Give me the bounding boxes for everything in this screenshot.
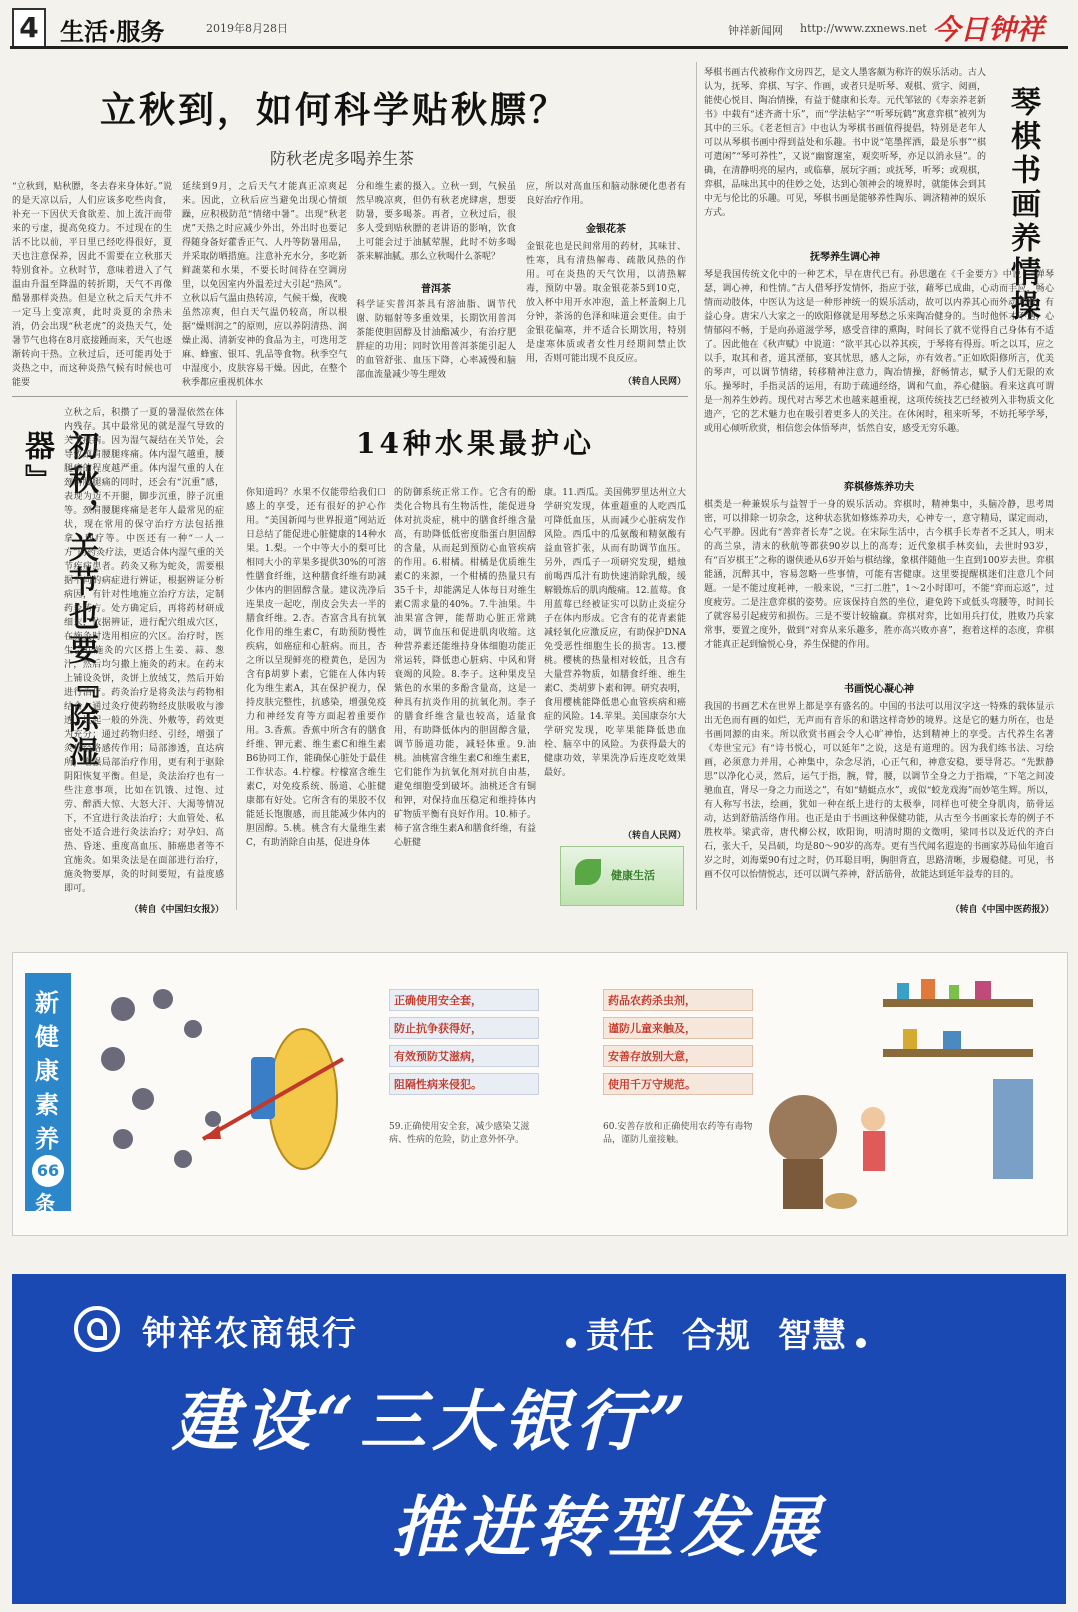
paper-logo: 今日钟祥 xyxy=(932,13,1045,46)
article-autumn-col4: 应，所以对高血压和脑动脉硬化患者有良好治疗作用。 xyxy=(526,182,686,206)
bank-ad xyxy=(12,1274,1066,1604)
title-char: 康 xyxy=(35,1056,59,1085)
title-char: 健 xyxy=(35,1022,59,1051)
ad-line-1: 建设“三大银行” xyxy=(172,1382,692,1460)
pu-er-tea-title: 普洱茶 xyxy=(421,284,451,295)
cabinet-illustration xyxy=(763,969,1059,1219)
article-fruits-credit: （转自人民网） xyxy=(622,831,686,841)
page-header xyxy=(10,8,1068,48)
issue-date: 2019年8月28日 xyxy=(206,22,288,35)
health-life-label: 健康生活 xyxy=(611,869,655,882)
health-banner-title xyxy=(25,973,71,1215)
article-fruits-col2: 的防御系统正常工作。它含有的酚类化合物具有生物活性，能促进身体对抗炎症，桃中的膳食纤维含量高，有助降低低密度脂蛋白胆固醇的含量，从而起到预防心血管疾病的作用。6.柑橘。柑橘是优质维生素C的来源，一个柑橘的热量只有35千卡，却能满足人体每日对维生素C需求量的40%。7.牛油果。牛油果富含钾，能帮助心脏正常跳动，调节血压和促进肌肉收缩。这种营养素还能维持身体细胞功能正常运转，降低患心脏病、中风和肾衰竭的风险。8.李子。这种果皮呈紫色的水果的多酚含量高，这是一种具有抗炎作用的抗氧化剂。李子的膳食纤维含量也较高，适量食用，有助降低体内的胆固醇含量，调节肠道功能，减轻体重。9.油桃。油桃富含维生素C和维生素E，它们能作为抗氧化剂对抗自由基，避免细胞受到破坏。油桃还含有铜和钾，对保持血压稳定和维持体内矿物质平衡有良好作用。10.柿子。柿子富含维生素A和膳食纤维，有益心脏健 xyxy=(394,488,536,848)
slogan-box-1 xyxy=(389,989,539,1101)
article-joints-body: 立秋之后，积攒了一夏的暑湿依然在体内残存。其中最常见的就是湿气导致的关节疾病。因为湿气凝结在关节处，会导致颈肩腰腿疼痛。体内湿气越重，腰腿痛的程度越严重。体内湿气重的人在颈肩腰腿痛的同时，还会有“沉重”感，表现为迈不开腿，脚步沉重，脖子沉重等。颈肩腰腿疼痛是老年人最常见的症状，现在常用的保守治疗方法包括推拿、理疗等。中医还有一种“一人一方”的药灸疗法，更适合体内湿气重的关节疾病患者。药灸又称为蛇灸，需要根据不同的病症进行辨证，根据辨证分析病因，有针对性地施立治疗方法，定制药灸药方。处方确定后，再将药材研成细末，依据辨证，进行配穴组成穴区，在施灸时选用相应的穴区。治疗时，医生会在施灸的穴区搭上生姜、蒜、葱汁，然后均匀撒上施灸的药末。在药末上铺设灸饼，灸饼上放绒艾，然后开始进行治疗。药灸治疗是将灸法与药物相结合，通过灸疗使药物经皮肤吸收与渗透，比起一般的外洗、外敷等，药效更为充分；通过药物归经、引经，增强了灸疗经络感传作用；局部渗透，直达病所，增强局部治疗作用，更有利于驱除阴阳恢复平衡。但是，灸法治疗也有一些注意事项，比如在饥饿、过饱、过劳、醉酒大惊、大怒大汗、大渴等情况下，不宜进行灸法治疗；大血管处、私密处不适合进行灸法治疗；对孕妇、高热、昏迷、重度高血压、肺癌患者等不宜施灸。如果灸法是在面部进行治疗，施灸物要厚，灸的时间要短，有益度感即可。 xyxy=(64,408,224,894)
health-banner xyxy=(12,952,1068,1236)
slogan-line: 防止抗争获得好， xyxy=(389,1017,539,1039)
article-arts-headline: 琴棋书画养情操 xyxy=(1005,86,1040,324)
bullet-dot xyxy=(856,1338,866,1348)
header-rule xyxy=(10,46,1068,49)
article-arts-calligraphy-title: 书画悦心凝心神 xyxy=(844,684,914,695)
slogan-line: 有效预防艾滋病， xyxy=(389,1045,539,1067)
leaf-icon xyxy=(575,859,601,885)
slogan-box-2 xyxy=(603,989,753,1101)
health-life-image xyxy=(560,846,684,906)
number-badge: 66 xyxy=(32,1155,64,1187)
article-fruits-col1: 你知道吗？水果不仅能带给我们口感上的享受，还有很好的护心作用。“美国新闻与世界报道”网站近日总结了能促进心脏健康的14种水果。1.梨。一个中等大小的梨可比相同大小的苹果多提供30%的可溶性膳食纤维，这种膳食纤维有助减少体内的胆固醇含量。建议洗净后连果皮一起吃，削皮会失去一半的膳食纤维。2.杏。杏富含具有抗氧化作用的维生素C，有助预防慢性疾病，如癌症和心脏病。而且，杏之所以呈现鲜亮的橙黄色，是因为含有β胡萝卜素，它能在人体内转化为维生素A，其在保护视力，保持皮肤完整性，抗感染，增强免疫力和神经发育等方面起着重要作用。3.香蕉。香蕉中所含有的膳食纤维、钾元素、维生素C和维生素B6协同工作，能确保心脏处于最佳工作状态。4.柠檬。柠檬富含维生素C，对免疫系统、肠道、心脏健康都有好处。它所含有的果胶不仅能延长饱腹感，而且能减少体内的胆固醇。5.桃。桃含有大量维生素C，有助消除自由基，促进身体 xyxy=(246,488,386,848)
article-autumn-col1: “立秋到，贴秋膘，冬去春来身体好。”说的是天凉以后，人们应该多吃些肉食，补充一下因伏天食欲差、加上流汗而带来的亏虚，提高免疫力。不过现在的生活不比以前，平日里已经吃得很好，夏天也注意保养，因此不需要在立秋那天特别食补。立秋时节，意味着进入了气温由升温至降温的转折期，天气不再像酷暑那样炎热。但是立秋之后天气并不一定马上变凉爽，此时炎夏的余热未消，仍会出现“秋老虎”的炎热天气，处暑节气也将在8月底接踵而来，天气也逐渐转向干热。立秋过后，还可能再处于炎热之中，而这种炎热气候有时候也可能要 xyxy=(12,182,172,388)
slogan-line: 药品农药杀虫剂， xyxy=(603,989,753,1011)
honeysuckle-tea-title: 金银花茶 xyxy=(586,224,626,235)
virus-fight-illustration xyxy=(83,969,379,1219)
bullet-dot xyxy=(566,1338,576,1348)
article-fruits-headline: 14种水果最护心 xyxy=(356,427,595,460)
bank-name: 钟祥农商银行 xyxy=(142,1314,358,1354)
value-wisdom: 智慧 xyxy=(778,1316,846,1356)
article-autumn-subhead: 防秋老虎多喝养生茶 xyxy=(270,149,415,168)
article-arts-qin-text: 琴是我国传统文化中的一种艺术，早在唐代已有。孙思邈在《千金要方》中说：“弹琴瑟，调心神，和性情。”古人借琴抒发情怀，指应于弦，藉琴已成曲，心动而手应，畅心情而动肢体，中医认为这是一种形神统一的娱乐活动，故可以内养其心而外动其形，有益心身。唐宋八大家之一的欧阳修就是用琴愁之乐来陶冶健身的。当时他怀才不遇，心情郁闷不畅，于是向孙道滋学琴，感受音律的熏陶，时间长了就不觉得自己身体有不适了。因此他在《秋声赋》中说道：“欲平其心以养其疾，于琴将有得焉。听之以耳，应之以手，取其和者，道其湮郁，宴其忧思，感人之际，亦有效者。”正如欧阳修所言，优美的琴声，可以调节情绪，转移精神注意力，陶冶情操，舒畅情志，赋予人们无限的欢乐。操琴时，手指灵活的运用，有助于疏通经络，调和气血，养心健脑。看来这真可谓是一剂养生妙药。现代对古琴艺术也越来越重视，这项传统技艺已经被列入非物质文化遗产，它的艺术魅力也在吸引着更多人的关注。在休闲时，租来听琴，不妨托琴学琴，或用心倾听欣赏，相信您会体悟琴声，恬然自安，感受无穷乐趣。 xyxy=(704,270,1054,434)
article-joints-headline: 初秋，关节也要『除湿器』 xyxy=(19,430,98,770)
article-autumn-col2: 延续到9月，之后天气才能真正凉爽起来。因此，立秋后应当避免出现心情烦躁，应积极防范“情绪中暑”。出现“秋老虎”天热之时应减少外出，外出时也要记得随身备好藿香正气、人丹等防暑用品，并采取防晒措施。注意补充水分，多吃新鲜蔬菜和水果，不要长时间待在空调房里，以免因室内外温差过大引起“热风”。立秋以后气温由热转凉，气候干燥，夜晚虽然凉爽，但白天气温仍较高，所以根据“燥则润之”的原则，应以养阴清热、润燥止渴、清新安神的食品为主，可选用芝麻、蜂蜜、银耳、乳品等食物。秋季空气中湿度小，皮肤容易干燥。因此，在整个秋季都应重视机体水 xyxy=(182,182,347,388)
divider-rule xyxy=(12,396,688,397)
site-url[interactable]: http://www.zxnews.net xyxy=(800,22,927,35)
article-arts-intro: 琴棋书画古代被称作文房四艺，是文人墨客颇为称许的娱乐活动。古人认为，抚琴、弈棋、写字、作画，或者只是听琴、观棋、赏字、阅画，能使心悦目、陶冶情操，有益于健康和长寿。元代邹铉的《寿亲养老新书》中载有“述齐斋十乐”，而“学法帖字”“听琴玩鹤”寓意弈棋”被列为其中的三乐。《老老恒言》中也认为琴棋书画值得提倡，特别是老年人可以从琴棋书画中得到益处和乐趣。书中说“笔墨挥洒，最是乐事”“棋可遣闲”“琴可养性”，又说“幽窗邃室，观奕听琴，亦足以消永昼”。的确，在清静明亮的屋内，或临摹，展玩字画；或抚琴，听琴；或观棋，弈棋，品味出其中的佳妙之处，达到心领神会的境界时，就能体会到其中无与伦比的乐趣。可见，琴棋书画是能够养性陶乐、调济精神的娱乐方式。 xyxy=(704,68,986,218)
article-arts-qin-title: 抚琴养生调心神 xyxy=(810,252,880,263)
value-compliance: 合规 xyxy=(682,1316,750,1356)
section-title: 生活·服务 xyxy=(60,17,165,46)
site-name: 钟祥新闻网 xyxy=(728,24,783,37)
article-joints-credit: （转自《中国妇女报》） xyxy=(129,905,224,915)
honeysuckle-tea-text: 金银花也是民间常用的药材，其味甘、性寒，具有清热解毒、疏散风热的作用。可在炎热的天气饮用，以清热解毒，预防中暑。取金银花茶5到10克，放入杯中用开水冲泡，盖上杯盖焖上几分钟，茶汤的色泽和味道会更佳。由于金银花偏寒，并不适合长期饮用，特别是虚寒体质或者女性月经期间禁止饮用，否则可能出现不良反应。 xyxy=(526,242,686,364)
article-arts-chess-text: 棋类是一种兼娱乐与益智于一身的娱乐活动。弈棋时，精神集中，头脑冷静，思考周密，可以排除一切杂念，这种状态犹如修炼养功夫，心神专一，意守精局，谋定而动，心气平静。因此有“善弈者长寿”之说。在宋际生活中，古今棋手长寿者不乏其人，明末的高兰泉，清末的秋航等都获90岁以上的高寿；近代象棋手林奕仙，去世时93岁，有“百岁棋王”之称的谢侠逊从6岁开始与棋结缘，象棋伴随他一生直到100岁去世。弈棋能涵，沉醉其中，容易忽略一些事情，可能有害健康。这里要提醒棋迷们注意几个问题。一是不能过度耗神，一般来说，“三打二胜”，1～2小时即可，不能“弈而忘返”，过度疲劳。二是注意弈棋的姿势。应该保持自然的坐位，避免跨下或低头弯腰等，时间长了就容易引起疲劳和损伤。三是不要计较输赢。弈棋对弈，比如用兵打仗，胜败乃兵家常事，要置之度外，做到“对弈从来乐趣多，胜亦高兴败亦喜”，抱着这样的态度，弈棋才能真正起到愉悦心身，养生保健的作用。 xyxy=(704,500,1054,650)
page-number: 4 xyxy=(12,8,46,48)
title-char: 素 xyxy=(35,1090,59,1119)
article-arts-calligraphy-text: 我国的书画艺术在世界上都是享有盛名的。中国的书法可以用汉字这一特殊的载体显示出无色而有画的如烂，无声而有音乐的和谐这样奇妙的境界。这是它的魅力所在，也是书画同源的由来。所以欣赏书画会令人心旷神怡，达到精神上的享受。古代养生名著《寿世宝元》有“诗书悦心，可以延年”之说，这是有道理的。因为我们练书法、习绘画，必须意力并用，心神集中，杂念尽消，心正气和，神意安稳，要导肾芯。“先默静思”以净化心灵，然后，运气于指，腕，臂，腰，以调节全身之力于指端，“下笔之间凌驰血直，肾尽一身之力而送之”，有如“蜻蜓点水”，或似“蛟龙戏海”而妙笔生辉。所以，有人称写书法，绘画，犹如一种在纸上进行的太极拳，同样也可使全身肌肉，筋骨运动，达到舒筋活络作用。也正是由于书画这种保健功能，从古至今书画家长寿的例子不胜枚举。梁武帝，唐代柳公权，欧阳询，明清时期的文徵明，梁同书以及近代的齐白石，张大千，吴昌硕，均是80～90岁的高寿。更有当代闻名遐迩的书画家苏局仙年逾百岁之时，刘海粟90有过之时，仍耳聪目明，胸胆背直，思路清晰，步履稳健。可见，书画不仅可以怡情悦志，还可以调气养神，舒活筋骨，故能达到延年益寿的目的。 xyxy=(704,702,1054,880)
slogan-line: 使用千万守规范。 xyxy=(603,1073,753,1095)
condom-cartoon xyxy=(83,969,379,1219)
article-arts-chess-title: 弈棋修炼养功夫 xyxy=(844,482,914,493)
slogan-line: 正确使用安全套， xyxy=(389,989,539,1011)
article-fruits-col3: 康。11.西瓜。美国佛罗里达州立大学研究发现，体重超重的人吃西瓜可降低血压，从而减少心脏病发作风险。西瓜中的瓜氨酸和精氨酸有益血管扩张，从而有助调节血压。另外，西瓜子一项研究发现，蜡烛前喝西瓜汁有助快速消除乳酸，缓解锻炼后的肌肉酸痛。12.蓝莓。食用蓝莓已经被证实可以防止炎症分子在体内形成。它含有的花青素能减轻氧化应激反应，有助保护DNA免受恶性细胞生长的损害。13.樱桃。樱桃的热量相对较低，且含有大量营养物质，如膳食纤维、维生素C、类胡萝卜素和钾。研究表明，食用樱桃能降低患心血管疾病和癌症的风险。14.苹果。美国康奈尔大学研究发现，吃苹果能降低患血栓、脑卒中的风险。为获得最大的健康功效，苹果洗净后连皮吃效果最好。 xyxy=(544,488,686,778)
title-char: 养 xyxy=(35,1124,59,1153)
medicine-storage-cartoon xyxy=(763,969,1059,1219)
pu-er-tea-text: 科学证实普洱茶具有溶油脂、调节代谢、防辐射等多重效果，长期饮用普洱茶能使胆固醇及甘油酯减少，有治疗肥胖症的功用；同时饮用普洱茶能引起人的血管舒张、血压下降，心率减慢和脑部血流量减少等生理效 xyxy=(356,300,516,380)
divider-rule xyxy=(236,400,237,910)
slogan-line: 谨防儿童来触及， xyxy=(603,1017,753,1039)
caption-60: 60.安善存放和正确使用农药等有毒物品，谨防儿童接触。 xyxy=(603,1122,753,1145)
slogan-line: 阻隔性病来侵犯。 xyxy=(389,1073,539,1095)
article-autumn-headline: 立秋到，如何科学贴秋膘？ xyxy=(100,89,569,131)
bank-values xyxy=(566,1308,866,1356)
article-arts-credit: （转自《中国中医药报》） xyxy=(950,905,1054,915)
bank-logo-icon xyxy=(74,1306,120,1352)
slogan-line: 安善存放别大意， xyxy=(603,1045,753,1067)
divider-rule xyxy=(696,62,697,910)
value-responsibility: 责任 xyxy=(586,1316,654,1356)
caption-59: 59.正确使用安全套，减少感染艾滋病、性病的危险，防止意外怀孕。 xyxy=(389,1122,530,1145)
title-char: 条 xyxy=(35,1191,55,1215)
title-char: 新 xyxy=(35,988,59,1017)
ad-line-2: 推进转型发展 xyxy=(392,1488,824,1566)
article-autumn-col3: 分和维生素的摄入。立秋一到，气候虽然早晚凉爽，但仍有秋老虎肆虐，想要防暑，要多喝茶。再者，立秋过后，很多人受到贴秋膘的老讲语的影响，饮食上可能会过于油腻荤腥，此时不妨多喝茶来解油腻。那么立秋喝什么茶呢？ xyxy=(356,182,516,262)
article-autumn-credit: （转自人民网） xyxy=(622,377,686,387)
